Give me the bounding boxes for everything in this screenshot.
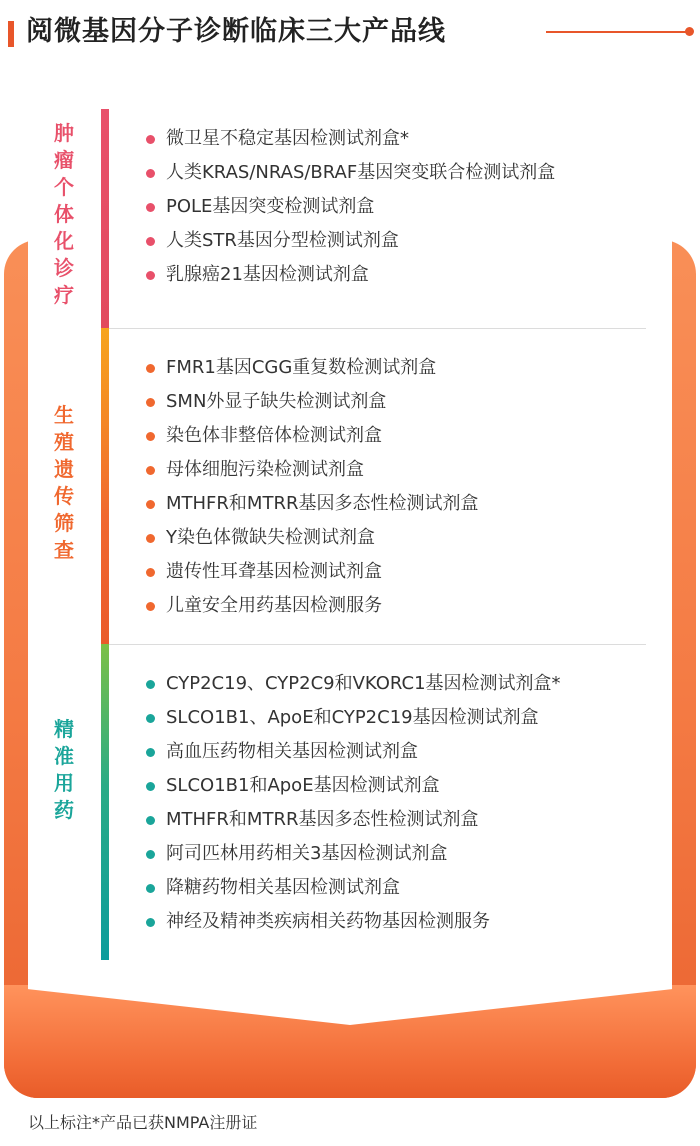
list-item: 儿童安全用药基因检测服务 bbox=[146, 589, 478, 623]
list-item: CYP2C19、CYP2C9和VKORC1基因检测试剂盒* bbox=[146, 667, 561, 701]
header bbox=[0, 0, 700, 64]
title-decor-dot bbox=[685, 27, 694, 36]
bullet-dot bbox=[146, 850, 155, 859]
bullet-dot bbox=[146, 271, 155, 280]
list-medication bbox=[146, 667, 561, 939]
section-divider bbox=[108, 328, 646, 329]
list-item: 微卫星不稳定基因检测试剂盒* bbox=[146, 122, 555, 156]
bullet-dot bbox=[146, 364, 155, 373]
list-genetic bbox=[146, 351, 478, 623]
list-item: Y染色体微缺失检测试剂盒 bbox=[146, 521, 478, 555]
bullet-dot bbox=[146, 714, 155, 723]
list-item: 降糖药物相关基因检测试剂盒 bbox=[146, 871, 561, 905]
title-accent-bar bbox=[8, 21, 14, 47]
section-label-genetic: 生 殖 遗 传 筛 查 bbox=[54, 403, 74, 562]
section-divider bbox=[108, 644, 646, 645]
bullet-dot bbox=[146, 568, 155, 577]
list-tumor bbox=[146, 122, 555, 292]
list-item: 染色体非整倍体检测试剂盒 bbox=[146, 419, 478, 453]
bullet-dot bbox=[146, 534, 155, 543]
list-item: SLCO1B1、ApoE和CYP2C19基因检测试剂盒 bbox=[146, 701, 561, 735]
list-item: MTHFR和MTRR基因多态性检测试剂盒 bbox=[146, 487, 478, 521]
bullet-dot bbox=[146, 816, 155, 825]
list-item: MTHFR和MTRR基因多态性检测试剂盒 bbox=[146, 803, 561, 837]
list-item: 神经及精神类疾病相关药物基因检测服务 bbox=[146, 905, 561, 939]
list-item: POLE基因突变检测试剂盒 bbox=[146, 190, 555, 224]
bullet-dot bbox=[146, 748, 155, 757]
bullet-dot bbox=[146, 237, 155, 246]
list-item: SMN外显子缺失检测试剂盒 bbox=[146, 385, 478, 419]
list-item: 阿司匹林用药相关3基因检测试剂盒 bbox=[146, 837, 561, 871]
bullet-dot bbox=[146, 466, 155, 475]
bullet-dot bbox=[146, 782, 155, 791]
bullet-dot bbox=[146, 203, 155, 212]
list-item: 乳腺癌21基因检测试剂盒 bbox=[146, 258, 555, 292]
section-bar-medication bbox=[101, 644, 109, 960]
bullet-dot bbox=[146, 918, 155, 927]
bullet-dot bbox=[146, 398, 155, 407]
section-label-medication: 精 准 用 药 bbox=[54, 717, 74, 822]
list-item: SLCO1B1和ApoE基因检测试剂盒 bbox=[146, 769, 561, 803]
list-item: 遗传性耳聋基因检测试剂盒 bbox=[146, 555, 478, 589]
bullet-dot bbox=[146, 500, 155, 509]
list-item: 人类STR基因分型检测试剂盒 bbox=[146, 224, 555, 258]
list-item: 人类KRAS/NRAS/BRAF基因突变联合检测试剂盒 bbox=[146, 156, 555, 190]
section-label-tumor: 肿 瘤 个 体 化 诊 疗 bbox=[54, 121, 74, 307]
section-bar-genetic bbox=[101, 328, 109, 644]
bullet-dot bbox=[146, 432, 155, 441]
bullet-dot bbox=[146, 602, 155, 611]
title-decor-line bbox=[546, 31, 690, 33]
bullet-dot bbox=[146, 680, 155, 689]
bullet-dot bbox=[146, 169, 155, 178]
list-item: FMR1基因CGG重复数检测试剂盒 bbox=[146, 351, 478, 385]
list-item: 高血压药物相关基因检测试剂盒 bbox=[146, 735, 561, 769]
bullet-dot bbox=[146, 884, 155, 893]
section-bar-tumor bbox=[101, 109, 109, 328]
page-title: 阅微基因分子诊断临床三大产品线 bbox=[26, 16, 446, 47]
list-item: 母体细胞污染检测试剂盒 bbox=[146, 453, 478, 487]
bullet-dot bbox=[146, 135, 155, 144]
footnote: 以上标注*产品已获NMPA注册证 bbox=[28, 1113, 258, 1132]
